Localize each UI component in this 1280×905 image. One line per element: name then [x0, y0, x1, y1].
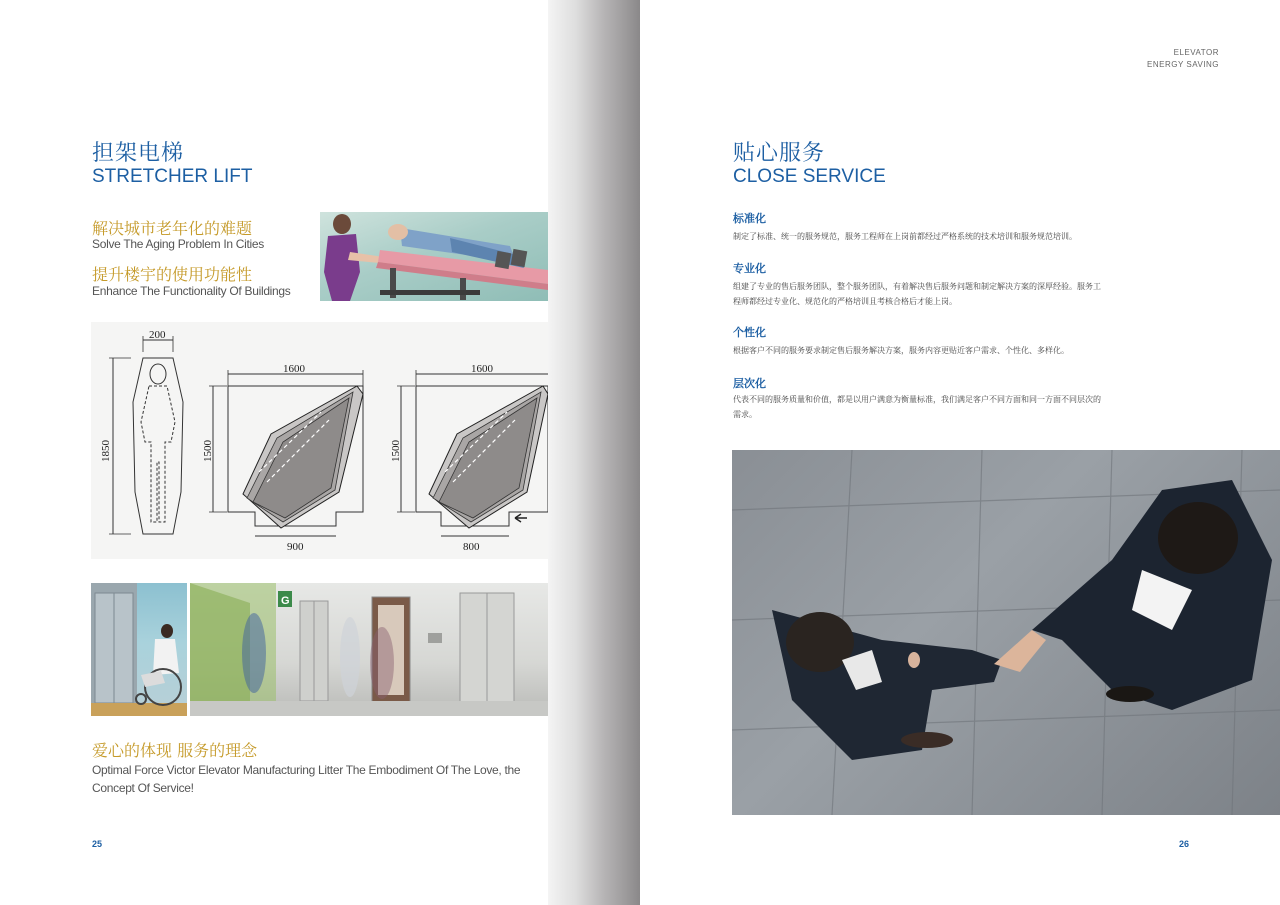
closing-heading-cn: 爱心的体现 服务的理念 — [92, 741, 258, 760]
heading-functionality-cn: 提升楼宇的使用功能性 — [92, 265, 253, 284]
dim-door-car-1: 900 — [287, 541, 304, 553]
dim-height-car-1: 1500 — [202, 440, 214, 462]
dim-height-car-2: 1500 — [390, 440, 402, 462]
human-figure-outline — [133, 358, 183, 534]
stretcher-illustration — [320, 212, 548, 301]
service-heading-professional: 专业化 — [733, 262, 766, 275]
header-line-1: ELEVATOR — [1173, 48, 1219, 57]
floor-sign-label: G — [281, 595, 290, 607]
car-plan-1 — [202, 363, 363, 553]
page-number-right: 26 — [1179, 839, 1190, 849]
service-heading-personalized: 个性化 — [733, 326, 766, 339]
service-heading-tiered: 层次化 — [733, 377, 766, 390]
heading-functionality-en: Enhance The Functionality Of Buildings — [92, 284, 291, 298]
corridor-photo — [190, 583, 548, 716]
service-heading-standardized: 标准化 — [733, 212, 766, 225]
service-body-personalized: 根据客户不同的服务要求制定售后服务解决方案，服务内容更贴近客户需求、个性化、多样化。 — [733, 346, 1069, 355]
page-title-en: STRETCHER LIFT — [92, 166, 253, 187]
dim-width-car-1: 1600 — [283, 363, 305, 375]
page-title-cn-right: 贴心服务 — [733, 141, 826, 166]
service-body-professional: 组建了专业的售后服务团队，整个服务团队，有着解决售后服务问题和制定解决方案的深厚经验。服务工程师都经过专业化、规范化的严格培训且考核合格后才能上岗。 — [733, 282, 1101, 306]
dim-height-body: 1850 — [100, 440, 112, 462]
wheelchair-illustration — [91, 583, 187, 716]
service-body-standardized: 制定了标准、统一的服务规范，服务工程师在上岗前都经过严格系统的技术培训和服务规范培训。 — [733, 232, 1077, 241]
book-gutter — [548, 0, 640, 905]
handshake-photo — [732, 450, 1280, 815]
stretcher-dimension-diagram — [91, 322, 548, 559]
service-body-tiered: 代表不同的服务质量和价值，都是以用户满意为衡量标准，我们满足客户不同方面和同一方面不同层次的需求。 — [733, 395, 1101, 419]
closing-text-en: Optimal Force Victor Elevator Manufacturing Litter The Embodiment Of The Love, the Concept Of Service! — [92, 763, 521, 795]
dim-width-car-2: 1600 — [471, 363, 493, 375]
handshake-illustration — [732, 450, 1280, 815]
heading-aging-en: Solve The Aging Problem In Cities — [92, 237, 264, 251]
page-number-left: 25 — [92, 839, 103, 849]
wheelchair-photo — [91, 583, 187, 716]
page-title-cn: 担架电梯 — [92, 141, 185, 166]
corridor-illustration — [190, 583, 548, 716]
dim-door-car-2: 800 — [463, 541, 480, 553]
dimension-drawing — [91, 322, 548, 559]
right-page — [640, 0, 1280, 905]
left-page — [0, 0, 548, 905]
dim-width-body: 200 — [149, 329, 166, 341]
stretcher-photo — [320, 212, 548, 301]
running-header — [1147, 47, 1219, 71]
header-line-2: ENERGY SAVING — [1147, 60, 1219, 69]
page-title-en-right: CLOSE SERVICE — [733, 166, 886, 187]
car-plan-2 — [390, 363, 548, 553]
heading-aging-cn: 解决城市老年化的难题 — [92, 219, 253, 238]
